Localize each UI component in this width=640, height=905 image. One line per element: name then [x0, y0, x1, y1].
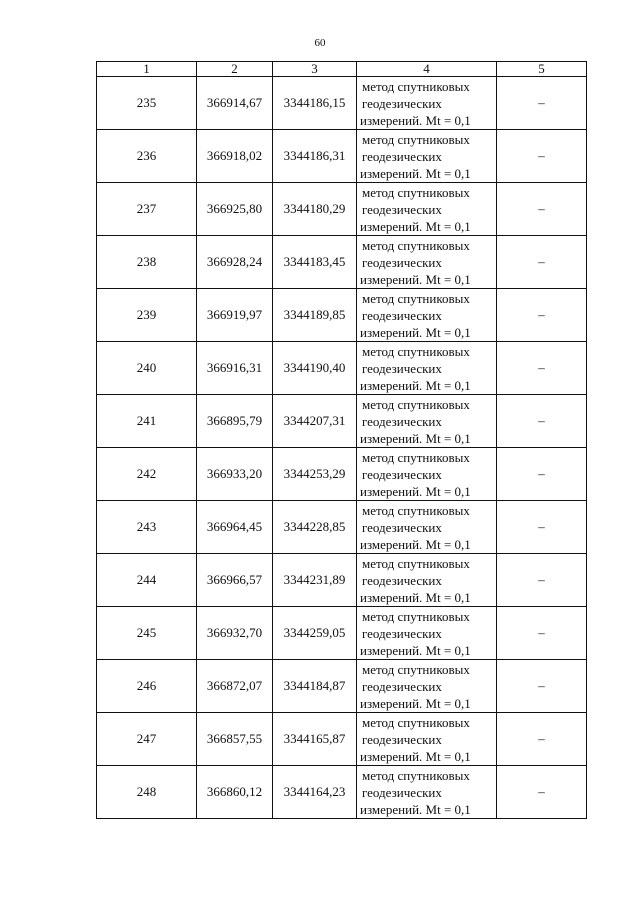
method-line-1: метод спутниковых — [362, 767, 470, 783]
method-line-3: измерений. Mt = 0,1 — [360, 695, 471, 711]
method-line-3: измерений. Mt = 0,1 — [360, 271, 471, 287]
table-row — [97, 660, 587, 713]
method-cell — [357, 766, 497, 819]
method-line-2: геодезических — [362, 148, 442, 164]
point-number: 239 — [97, 289, 197, 342]
point-number: 236 — [97, 130, 197, 183]
coordinate-y: 3344259,05 — [273, 607, 357, 660]
coordinates-table — [96, 61, 587, 819]
coordinate-y: 3344190,40 — [273, 342, 357, 395]
coordinate-x: 366966,57 — [197, 554, 273, 607]
point-number: 244 — [97, 554, 197, 607]
coordinate-y: 3344189,85 — [273, 289, 357, 342]
coordinate-y: 3344228,85 — [273, 501, 357, 554]
coordinate-x: 366933,20 — [197, 448, 273, 501]
method-line-3: измерений. Mt = 0,1 — [360, 642, 471, 658]
method-line-1: метод спутниковых — [362, 661, 470, 677]
coordinate-y: 3344183,45 — [273, 236, 357, 289]
method-cell — [357, 77, 497, 130]
coordinate-x: 366895,79 — [197, 395, 273, 448]
column-5-value: – — [497, 183, 587, 236]
coordinate-y: 3344164,23 — [273, 766, 357, 819]
method-cell — [357, 448, 497, 501]
column-5-value: – — [497, 448, 587, 501]
coordinate-y: 3344186,15 — [273, 77, 357, 130]
coordinate-x: 366932,70 — [197, 607, 273, 660]
table-body — [97, 77, 587, 819]
method-line-1: метод спутниковых — [362, 343, 470, 359]
coordinate-y: 3344207,31 — [273, 395, 357, 448]
method-line-3: измерений. Mt = 0,1 — [360, 324, 471, 340]
column-5-value: – — [497, 607, 587, 660]
method-line-3: измерений. Mt = 0,1 — [360, 377, 471, 393]
column-5-value: – — [497, 289, 587, 342]
point-number: 242 — [97, 448, 197, 501]
method-line-2: геодезических — [362, 731, 442, 747]
coordinate-y: 3344253,29 — [273, 448, 357, 501]
coordinate-x: 366916,31 — [197, 342, 273, 395]
method-line-3: измерений. Mt = 0,1 — [360, 801, 471, 817]
table-row — [97, 130, 587, 183]
method-line-1: метод спутниковых — [362, 396, 470, 412]
method-line-3: измерений. Mt = 0,1 — [360, 430, 471, 446]
method-line-2: геодезических — [362, 360, 442, 376]
method-line-2: геодезических — [362, 572, 442, 588]
method-line-1: метод спутниковых — [362, 502, 470, 518]
coordinate-x: 366914,67 — [197, 77, 273, 130]
coordinate-y: 3344165,87 — [273, 713, 357, 766]
method-line-1: метод спутниковых — [362, 714, 470, 730]
column-5-value: – — [497, 130, 587, 183]
column-5-value: – — [497, 554, 587, 607]
method-line-2: геодезических — [362, 519, 442, 535]
column-header: 3 — [273, 62, 357, 77]
column-5-value: – — [497, 713, 587, 766]
coordinate-x: 366860,12 — [197, 766, 273, 819]
table-row — [97, 342, 587, 395]
method-cell — [357, 395, 497, 448]
column-5-value: – — [497, 660, 587, 713]
table-row — [97, 289, 587, 342]
method-line-2: геодезических — [362, 784, 442, 800]
coordinate-x: 366918,02 — [197, 130, 273, 183]
method-line-1: метод спутниковых — [362, 290, 470, 306]
table-row — [97, 766, 587, 819]
coordinate-y: 3344180,29 — [273, 183, 357, 236]
table-row — [97, 77, 587, 130]
method-line-3: измерений. Mt = 0,1 — [360, 589, 471, 605]
method-line-1: метод спутниковых — [362, 237, 470, 253]
method-cell — [357, 236, 497, 289]
method-line-1: метод спутниковых — [362, 131, 470, 147]
method-line-2: геодезических — [362, 201, 442, 217]
column-5-value: – — [497, 236, 587, 289]
column-header: 2 — [197, 62, 273, 77]
method-line-2: геодезических — [362, 625, 442, 641]
coordinate-y: 3344184,87 — [273, 660, 357, 713]
point-number: 235 — [97, 77, 197, 130]
table-row — [97, 183, 587, 236]
method-line-3: измерений. Mt = 0,1 — [360, 112, 471, 128]
point-number: 243 — [97, 501, 197, 554]
table-row — [97, 554, 587, 607]
method-line-3: измерений. Mt = 0,1 — [360, 483, 471, 499]
column-5-value: – — [497, 766, 587, 819]
coordinate-x: 366964,45 — [197, 501, 273, 554]
column-5-value: – — [497, 342, 587, 395]
point-number: 241 — [97, 395, 197, 448]
coordinate-y: 3344186,31 — [273, 130, 357, 183]
point-number: 246 — [97, 660, 197, 713]
method-line-3: измерений. Mt = 0,1 — [360, 748, 471, 764]
method-line-1: метод спутниковых — [362, 555, 470, 571]
table-row — [97, 501, 587, 554]
coordinate-x: 366928,24 — [197, 236, 273, 289]
column-5-value: – — [497, 395, 587, 448]
method-line-2: геодезических — [362, 95, 442, 111]
table-row — [97, 607, 587, 660]
method-line-2: геодезических — [362, 254, 442, 270]
point-number: 237 — [97, 183, 197, 236]
method-cell — [357, 183, 497, 236]
table-row — [97, 236, 587, 289]
column-header: 5 — [497, 62, 587, 77]
method-line-2: геодезических — [362, 307, 442, 323]
column-header: 4 — [357, 62, 497, 77]
table-row — [97, 713, 587, 766]
method-cell — [357, 342, 497, 395]
coordinate-x: 366925,80 — [197, 183, 273, 236]
method-cell — [357, 289, 497, 342]
method-line-1: метод спутниковых — [362, 78, 470, 94]
coordinate-x: 366857,55 — [197, 713, 273, 766]
method-cell — [357, 554, 497, 607]
point-number: 240 — [97, 342, 197, 395]
method-line-3: измерений. Mt = 0,1 — [360, 536, 471, 552]
point-number: 238 — [97, 236, 197, 289]
page-number: 60 — [314, 37, 326, 49]
method-line-1: метод спутниковых — [362, 449, 470, 465]
method-line-2: геодезических — [362, 413, 442, 429]
column-5-value: – — [497, 501, 587, 554]
method-line-2: геодезических — [362, 466, 442, 482]
point-number: 245 — [97, 607, 197, 660]
coordinate-x: 366872,07 — [197, 660, 273, 713]
coordinate-y: 3344231,89 — [273, 554, 357, 607]
method-cell — [357, 660, 497, 713]
point-number: 247 — [97, 713, 197, 766]
method-cell — [357, 501, 497, 554]
method-line-1: метод спутниковых — [362, 184, 470, 200]
point-number: 248 — [97, 766, 197, 819]
method-cell — [357, 713, 497, 766]
column-header: 1 — [97, 62, 197, 77]
column-5-value: – — [497, 77, 587, 130]
table-header-row — [97, 62, 587, 77]
method-line-1: метод спутниковых — [362, 608, 470, 624]
method-cell — [357, 607, 497, 660]
table-row — [97, 395, 587, 448]
method-line-3: измерений. Mt = 0,1 — [360, 218, 471, 234]
method-line-3: измерений. Mt = 0,1 — [360, 165, 471, 181]
method-line-2: геодезических — [362, 678, 442, 694]
method-cell — [357, 130, 497, 183]
coordinate-x: 366919,97 — [197, 289, 273, 342]
table-row — [97, 448, 587, 501]
